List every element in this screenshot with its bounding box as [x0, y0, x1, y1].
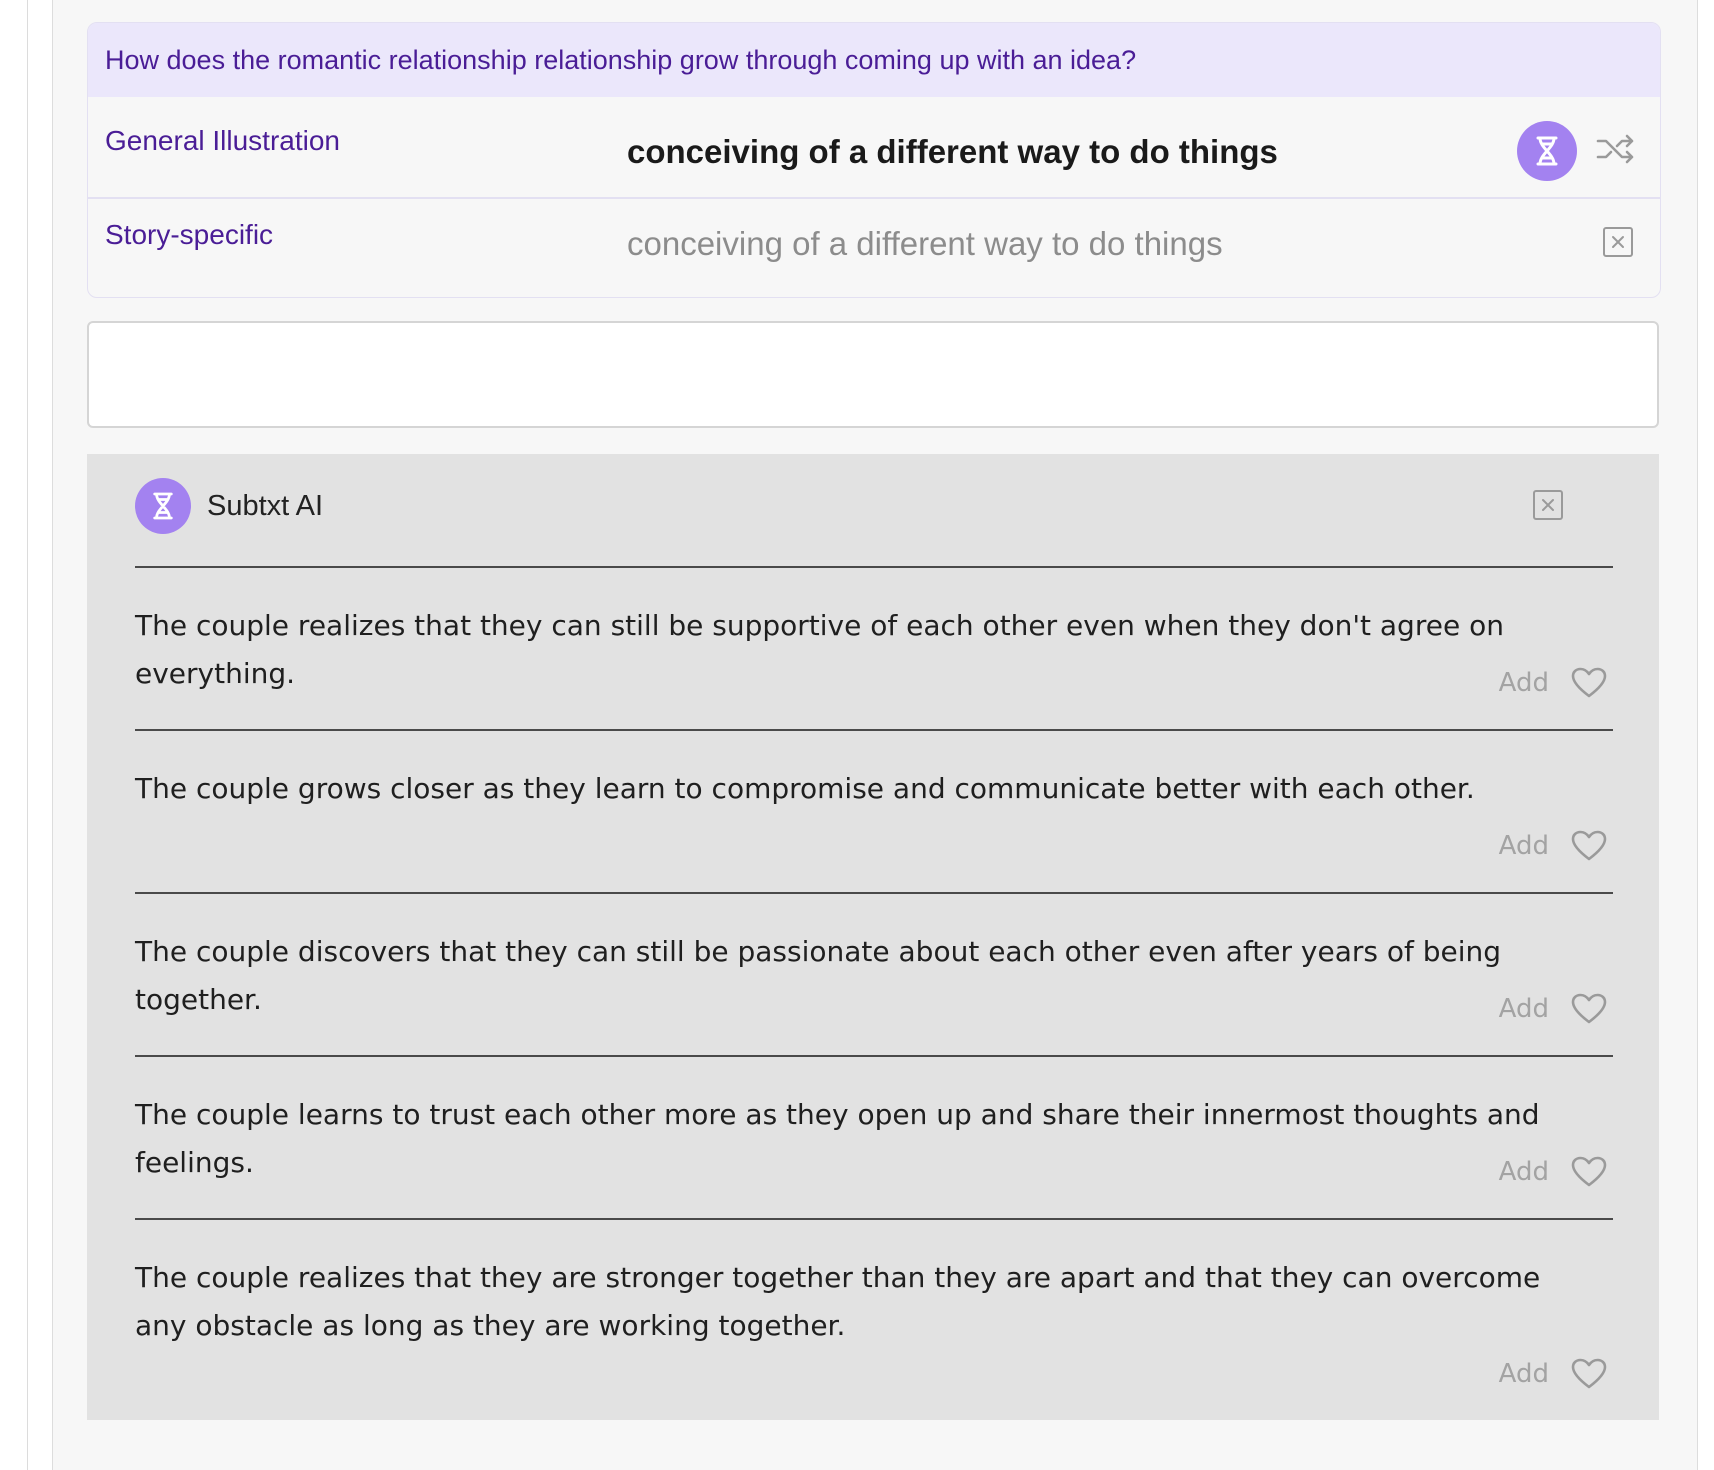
add-suggestion-button[interactable]: Add: [1498, 1359, 1549, 1389]
heart-icon[interactable]: [1571, 667, 1607, 699]
suggestion-text: The couple realizes that they are stronger together than they are apart and that they can overcome any obstacle as long as they are working together.: [135, 1261, 1541, 1342]
add-suggestion-button[interactable]: Add: [1498, 1157, 1549, 1187]
story-specific-label: Story-specific: [105, 219, 274, 250]
heart-icon[interactable]: [1571, 830, 1607, 862]
suggestion-text: The couple learns to trust each other more as they open up and share their innermost thoughts and feelings.: [135, 1098, 1540, 1179]
suggestion-item: [135, 729, 1613, 892]
ai-avatar: [135, 478, 191, 534]
suggestion-item: [135, 1218, 1613, 1420]
ai-panel-close-button[interactable]: [1533, 490, 1563, 520]
left-divider: [27, 0, 28, 1470]
response-input[interactable]: [87, 321, 1659, 428]
close-icon: [1541, 498, 1555, 512]
suggestion-actions: [1499, 667, 1607, 699]
ai-generate-button[interactable]: [1517, 121, 1577, 181]
suggestion-text: The couple grows closer as they learn to compromise and communicate better with each other.: [135, 772, 1475, 805]
suggestion-actions: [1499, 1156, 1607, 1188]
story-specific-clear-button[interactable]: [1603, 227, 1633, 257]
suggestion-text: The couple discovers that they can still be passionate about each other even after years of being together.: [135, 935, 1502, 1016]
suggestion-actions: [1499, 830, 1607, 862]
add-suggestion-button[interactable]: Add: [1498, 994, 1549, 1024]
suggestion-actions: [1499, 993, 1607, 1025]
suggestion-item: [135, 566, 1613, 729]
suggestion-actions: [1499, 1358, 1607, 1390]
dna-icon: [151, 492, 175, 520]
suggestion-item: [135, 892, 1613, 1055]
general-illustration-label: General Illustration: [105, 125, 341, 156]
ai-suggestions-panel: [87, 454, 1659, 1420]
story-specific-value[interactable]: conceiving of a different way to do things: [627, 225, 1223, 262]
story-specific-row: [88, 199, 1660, 298]
illustration-card: [87, 22, 1661, 298]
ai-name: Subtxt AI: [207, 490, 324, 522]
heart-icon[interactable]: [1571, 1358, 1607, 1390]
suggestion-text: The couple realizes that they can still be supportive of each other even when they don't agree on everything.: [135, 609, 1504, 690]
shuffle-icon[interactable]: [1596, 133, 1636, 165]
add-suggestion-button[interactable]: Add: [1498, 831, 1549, 861]
heart-icon[interactable]: [1571, 993, 1607, 1025]
question-header: How does the romantic relationship relationship grow through coming up with an idea?: [88, 23, 1660, 97]
dna-icon: [1534, 136, 1560, 166]
suggestion-list: [135, 566, 1613, 1420]
suggestion-item: [135, 1055, 1613, 1218]
general-illustration-value[interactable]: conceiving of a different way to do things: [627, 133, 1278, 170]
ai-panel-header: [135, 478, 1611, 534]
close-icon: [1611, 235, 1625, 249]
general-illustration-row: [88, 97, 1660, 199]
heart-icon[interactable]: [1571, 1156, 1607, 1188]
add-suggestion-button[interactable]: Add: [1498, 668, 1549, 698]
